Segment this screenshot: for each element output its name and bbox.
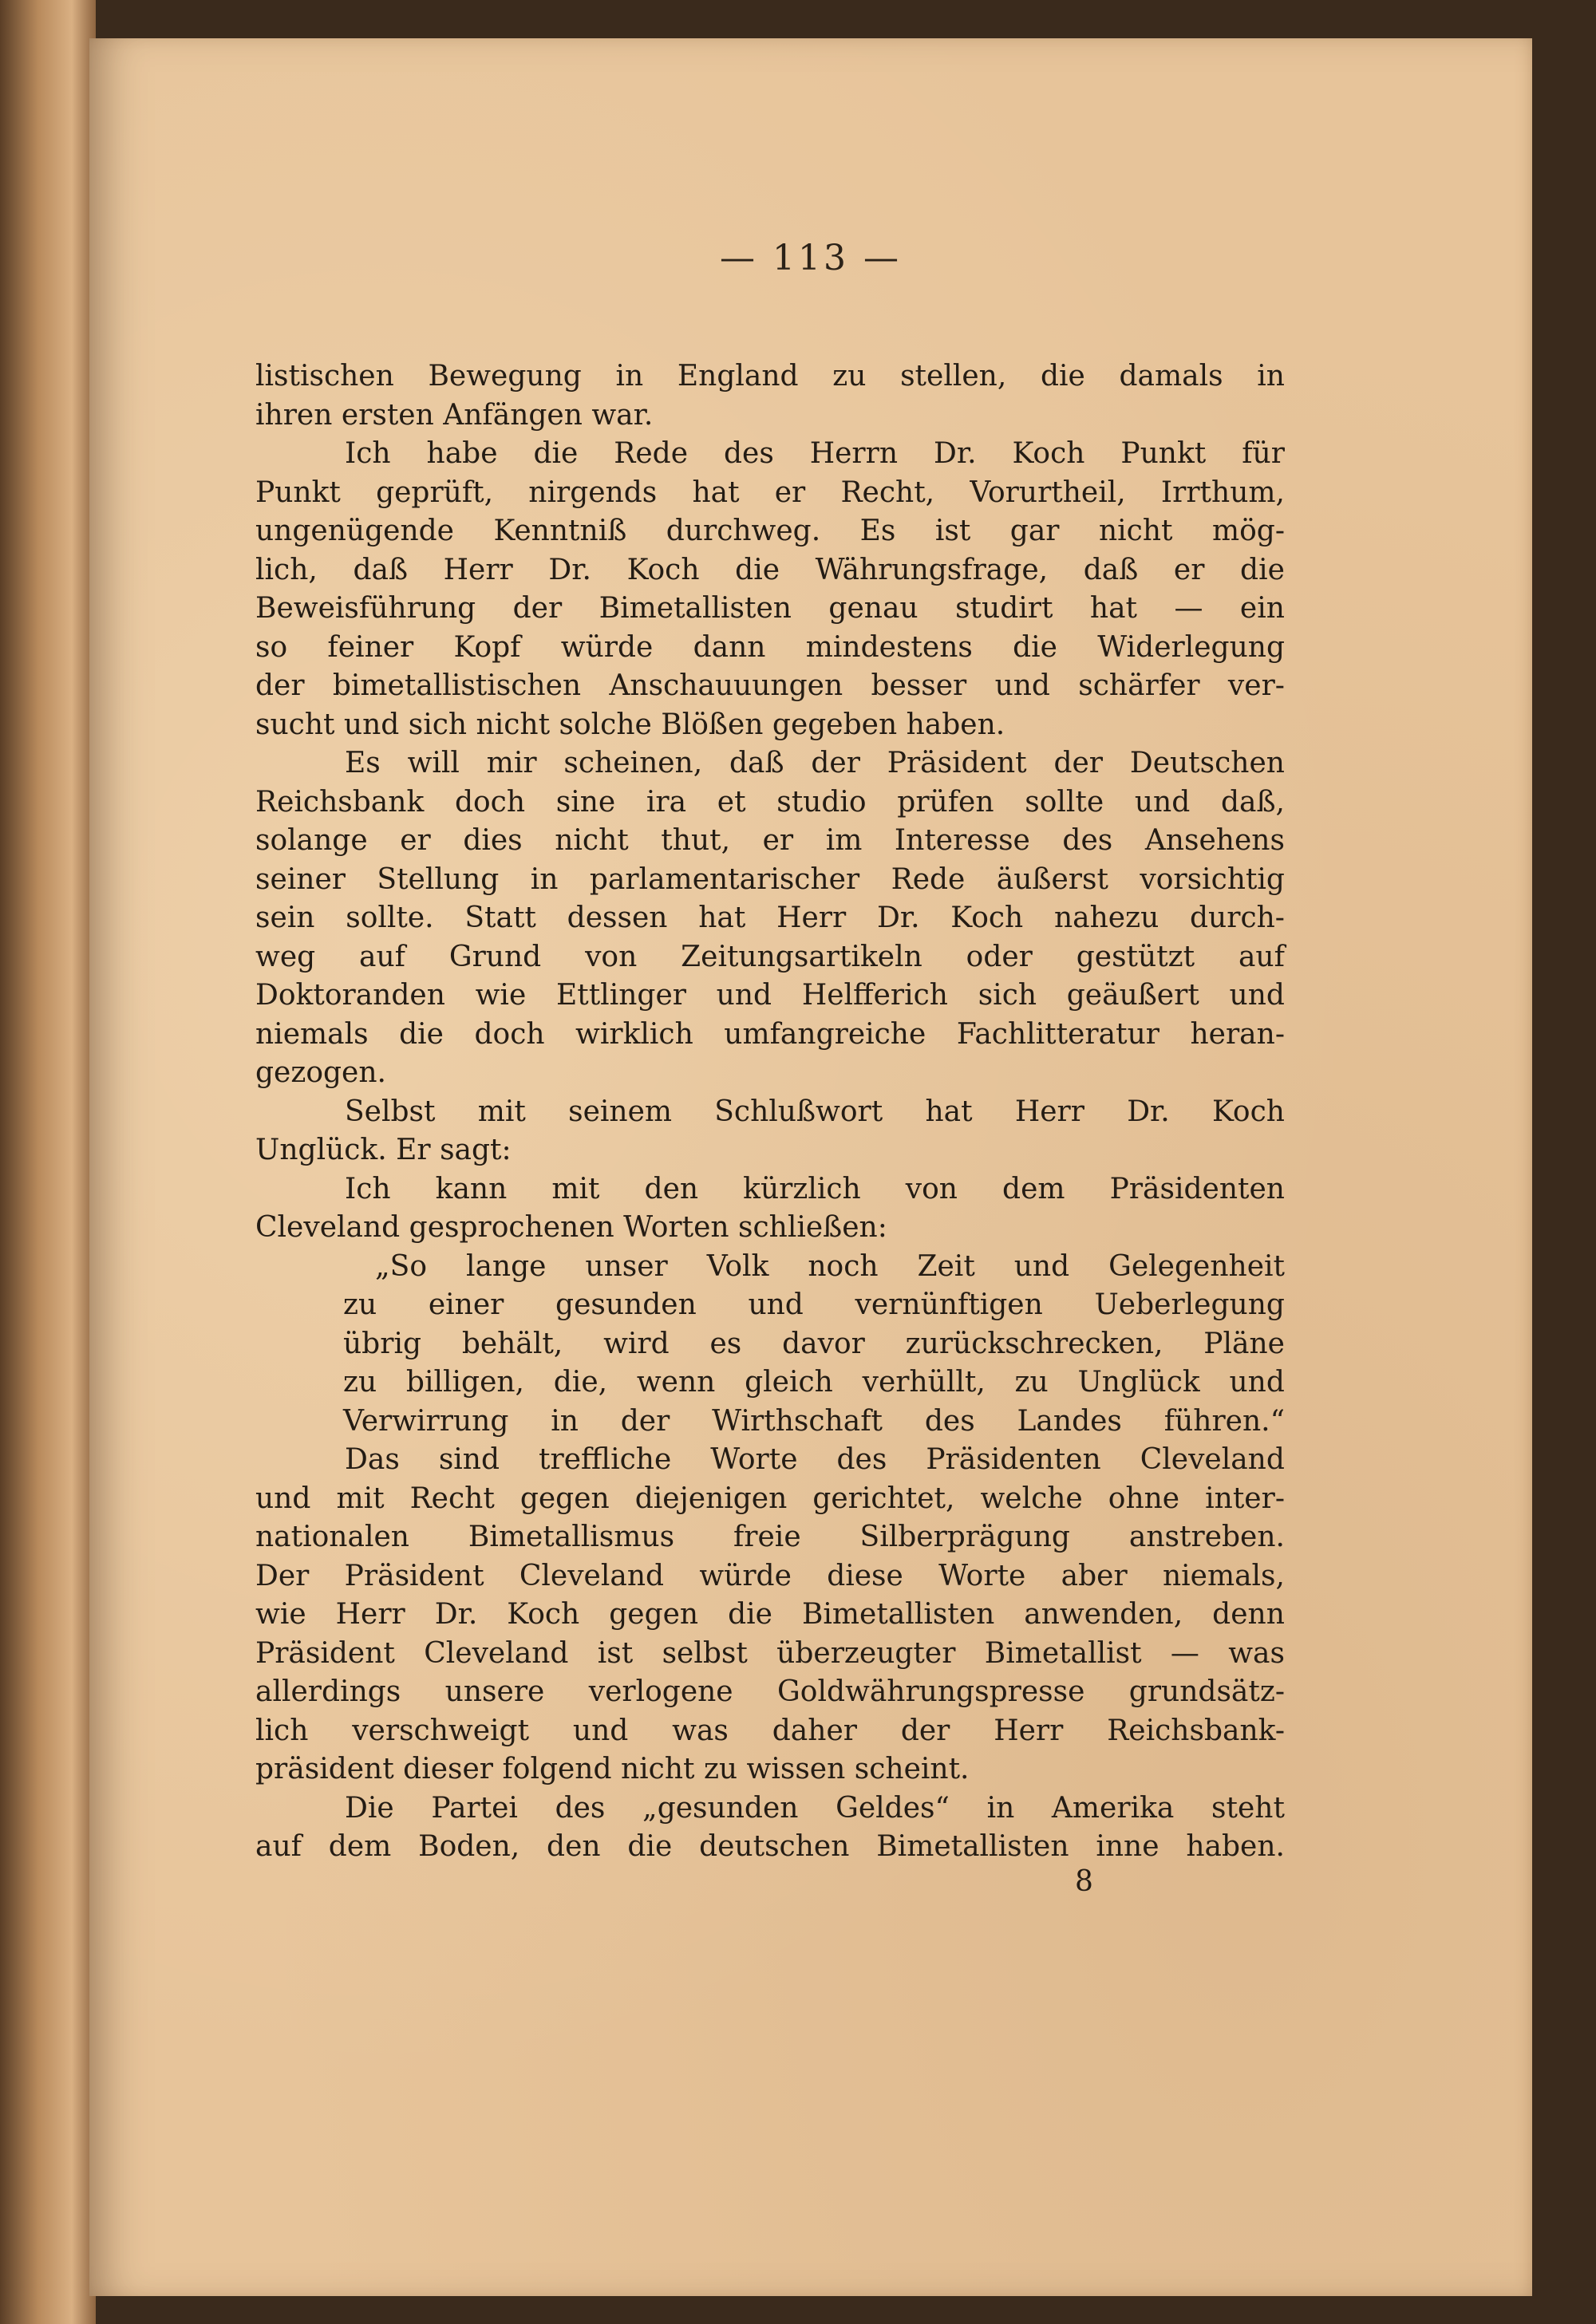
- text-line: zu billigen, die, wenn gleich verhüllt, zu Unglück und: [343, 1366, 1285, 1399]
- text-line: Doktoranden wie Ettlinger und Helfferich sich geäußert und: [255, 979, 1285, 1012]
- text-line: Es will mir scheinen, daß der Präsident der Deutschen: [345, 747, 1285, 779]
- text-line: Unglück. Er sagt:: [255, 1134, 512, 1166]
- text-line: Reichsbank doch sine ira et studio prüfen sollte und daß,: [255, 785, 1285, 819]
- text-line: sein sollte. Statt dessen hat Herr Dr. Koch nahezu durch-: [255, 902, 1285, 934]
- text-line: präsident dieser folgend nicht zu wissen scheint.: [255, 1753, 970, 1785]
- signature-mark: 8: [1075, 1865, 1093, 1898]
- text-line: gezogen.: [255, 1056, 386, 1089]
- left-page-edge: [0, 0, 96, 2324]
- text-line: Der Präsident Cleveland würde diese Worte aber niemals,: [255, 1559, 1285, 1592]
- text-line: weg auf Grund von Zeitungsartikeln oder gestützt auf: [255, 940, 1285, 973]
- text-line: ihren ersten Anfängen war.: [255, 398, 654, 432]
- text-line: Ich habe die Rede des Herrn Dr. Koch Punkt für: [345, 437, 1285, 470]
- text-line: der bimetallistischen Anschauuungen besser und schärfer ver-: [255, 669, 1285, 702]
- text-line: zu einer gesunden und vernünftigen Ueberlegung: [343, 1288, 1285, 1321]
- text-line: seiner Stellung in parlamentarischer Rede äußerst vorsichtig: [255, 862, 1285, 896]
- text-line: „So lange unser Volk noch Zeit und Gelegenheit: [375, 1249, 1285, 1283]
- text-line: listischen Bewegung in England zu stellen, die damals in: [255, 360, 1285, 393]
- text-line: ungenügende Kenntniß durchweg. Es ist gar nicht mög-: [255, 515, 1285, 547]
- text-line: sucht und sich nicht solche Blößen gegeben haben.: [255, 708, 1005, 741]
- book-page: [89, 38, 1532, 2296]
- text-line: und mit Recht gegen diejenigen gerichtet, welche ohne inter-: [255, 1482, 1285, 1515]
- text-line: Das sind treffliche Worte des Präsidenten Cleveland: [345, 1443, 1285, 1476]
- text-line: Präsident Cleveland ist selbst überzeugter Bimetallist — was: [255, 1636, 1285, 1670]
- text-line: so feiner Kopf würde dann mindestens die Widerlegung: [255, 630, 1285, 664]
- text-line: Cleveland gesprochenen Worten schließen:: [255, 1211, 887, 1244]
- text-line: niemals die doch wirklich umfangreiche Fachlitteratur heran-: [255, 1017, 1285, 1051]
- text-line: übrig behält, wird es davor zurückschrecken, Pläne: [343, 1327, 1285, 1360]
- body-text: [255, 357, 1285, 1867]
- text-line: allerdings unsere verlogene Goldwährungspresse grundsätz-: [255, 1675, 1285, 1708]
- text-line: Selbst mit seinem Schlußwort hat Herr Dr. Koch: [345, 1095, 1285, 1128]
- text-line: Ich kann mit den kürzlich von dem Präsidenten: [345, 1172, 1285, 1205]
- text-line: auf dem Boden, den die deutschen Bimetallisten inne haben.: [255, 1830, 1285, 1863]
- text-line: solange er dies nicht thut, er im Interesse des Ansehens: [255, 824, 1285, 857]
- text-line: Punkt geprüft, nirgends hat er Recht, Vorurtheil, Irrthum,: [255, 475, 1285, 509]
- text-line: lich verschweigt und was daher der Herr Reichsbank-: [255, 1714, 1285, 1747]
- text-line: Die Partei des „gesunden Geldes“ in Amerika steht: [345, 1791, 1285, 1825]
- text-line: Beweisführung der Bimetallisten genau studirt hat — ein: [255, 592, 1285, 625]
- page-number-header: — 113 —: [720, 238, 902, 278]
- text-line: Verwirrung in der Wirthschaft des Landes führen.“: [343, 1404, 1285, 1438]
- text-line: wie Herr Dr. Koch gegen die Bimetallisten anwenden, denn: [255, 1598, 1285, 1631]
- text-line: lich, daß Herr Dr. Koch die Währungsfrage, daß er die: [255, 553, 1285, 586]
- text-line: nationalen Bimetallismus freie Silberprägung anstreben.: [255, 1521, 1285, 1553]
